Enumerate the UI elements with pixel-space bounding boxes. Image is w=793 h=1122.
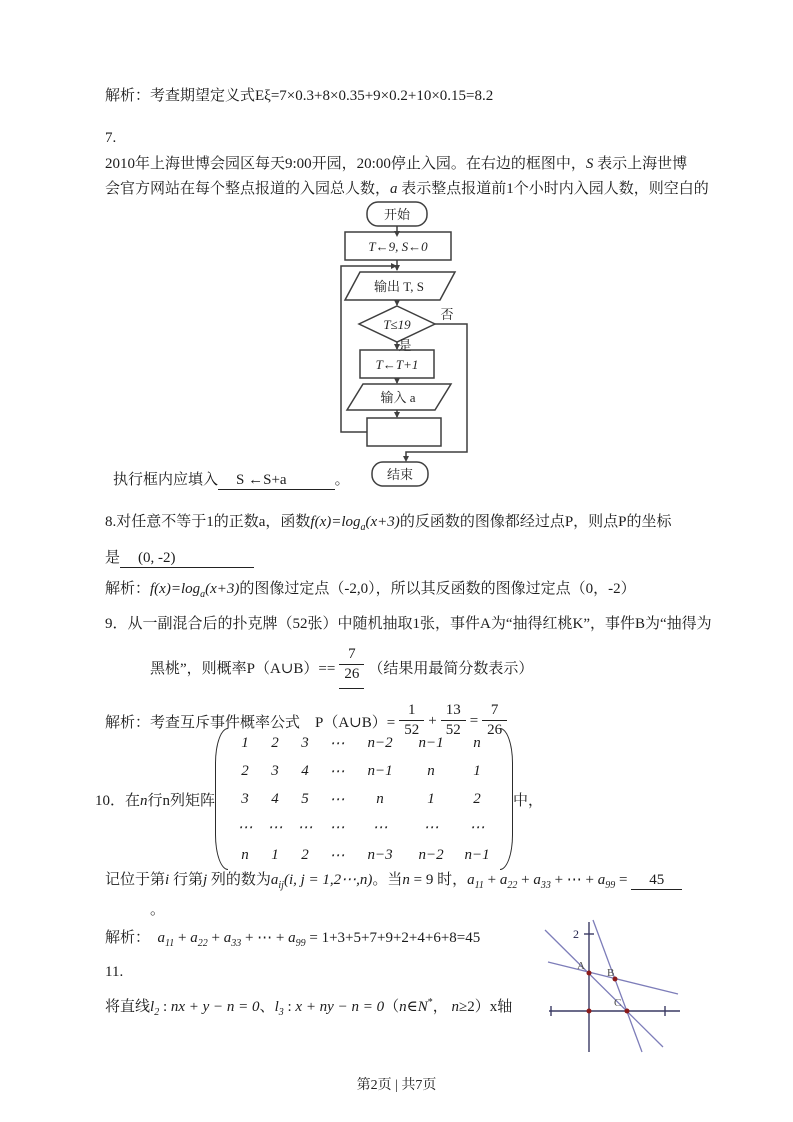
question-8-line-1: 8.对任意不等于1的正数a，函数$f(x)=\log_a(x+3)$的反函数的图像都经过点P，则点P的坐标 (105, 514, 672, 533)
flowchart-increment-label: T←T+1 (375, 357, 419, 372)
flowchart-blank-box (367, 418, 441, 446)
matrix-cell: 1 (473, 762, 481, 779)
analysis-8-text: 解析：$f(x)=\log_a(x+3)$的图像过定点（-2,0），所以其反函数的图像过定点（0，-2） (105, 581, 636, 600)
matrix-cell: ⋯ (469, 819, 485, 836)
analysis-9-text: 解析：考查互斥事件概率公式 P（A∪B）= $\frac{1}{52}$ + $\frac{13}{52}$ = $\frac{7}{26}$ (105, 696, 511, 746)
question-11-number: 11. (105, 964, 124, 980)
matrix-cell: ⋯ (423, 819, 439, 836)
matrix-cell: n−2 (367, 734, 393, 751)
line-l2 (593, 920, 642, 1052)
matrix-cell: n (376, 790, 384, 807)
flowchart-no-label: 否 (440, 307, 454, 322)
matrix-cell: 2 (301, 846, 309, 863)
flowchart-yes-label: 是 (398, 338, 412, 353)
matrix-cell: ⋯ (329, 735, 345, 752)
matrix-cell: ⋯ (372, 819, 388, 836)
flowchart-end-label: 结束 (386, 467, 414, 482)
matrix-cell: ⋯ (329, 791, 345, 808)
matrix-cell: 4 (301, 762, 309, 779)
matrix-grid (230, 729, 498, 869)
matrix-cell: 4 (271, 790, 279, 807)
matrix-cell: 2 (241, 762, 249, 779)
point-A-label: A (577, 960, 585, 972)
matrix-cell: 2 (473, 790, 481, 807)
analysis-6-text: 解析：考查期望定义式Eξ=7×0.3+8×0.35+9×0.2+10×0.15=8.2 (105, 88, 494, 104)
question-7-line-1: 2010年上海世博会园区每天9:00开园，20:00停止入园。在右边的框图中，S 表示上海世博 (105, 156, 688, 172)
matrix-cell: n−1 (367, 762, 393, 779)
point-A-dot (587, 971, 592, 976)
question-9-answer-line: 黑桃”，则概率P（A∪B）== $\frac{7}{26}$ （结果用最简分数表示） (150, 638, 533, 696)
flowchart (325, 198, 475, 494)
matrix-cell: 3 (241, 790, 249, 807)
flowchart-input-label: 输入 a (380, 390, 416, 405)
matrix-cell: n−1 (464, 846, 490, 863)
page-footer: 第2页 | 共7页 (356, 1078, 437, 1093)
question-10-pre-text: 10．在n行n列矩阵 (95, 792, 216, 809)
matrix-cell: 5 (301, 790, 309, 807)
matrix-cell: n−1 (418, 734, 444, 751)
matrix-cell: ⋯ (329, 763, 345, 780)
point-B-label: B (607, 967, 615, 979)
matrix-cell: n−2 (418, 846, 444, 863)
matrix-cell: n (473, 734, 481, 751)
line-through-A-C (545, 930, 663, 1047)
matrix-cell: 3 (271, 762, 279, 779)
question-10-period: 。 (150, 902, 166, 918)
matrix-cell: 1 (241, 734, 249, 751)
flowchart-condition-label: T≤19 (383, 317, 411, 332)
matrix-cell: ⋯ (237, 819, 253, 836)
matrix-cell: ⋯ (267, 819, 283, 836)
matrix-cell: n−3 (367, 846, 393, 863)
coordinate-graph (540, 918, 685, 1060)
matrix-cell: 1 (427, 790, 435, 807)
matrix-right-paren (500, 728, 513, 870)
analysis-10-text: 解析： $a_{11} + a_{22} + a_{33}$ + ⋯ + $a_{99} = 1+3+5+7+9+2+4+6+8=45$ (105, 930, 481, 949)
matrix-cell: ⋯ (329, 819, 345, 836)
flowchart-init-label: T←9, S←0 (368, 239, 428, 254)
question-8-answer-line: 是 (0, -2) (105, 546, 254, 571)
question-7-answer-line: 执行框内应填入 S ←S+a 。 (113, 468, 350, 493)
flowchart-start-label: 开始 (383, 207, 411, 222)
flowchart-output-label: 输出 T, S (374, 279, 424, 294)
question-7-line-2: 会官方网站在每个整点报道的入园总人数，a 表示整点报道前1个小时内入园人数，则空白的 (105, 181, 709, 197)
point-C-dot (625, 1009, 630, 1014)
question-10-post-text: 中， (513, 792, 544, 809)
matrix-left-paren (215, 728, 228, 870)
question-9-line-1: 9．从一副混合后的扑克牌（52张）中随机抽取1张，事件A为“抽得红桃K”，事件B为“抽得为 (105, 616, 712, 632)
matrix-cell: ⋯ (329, 847, 345, 864)
question-7-number: 7. (105, 130, 117, 146)
matrix-cell: ⋯ (297, 819, 313, 836)
origin-point (587, 1009, 592, 1014)
question-10-matrix-block (95, 728, 543, 870)
matrix-cell: 3 (301, 734, 309, 751)
point-C-label: C (614, 997, 622, 1009)
matrix-cell: n (241, 846, 249, 863)
matrix-cell: 1 (271, 846, 279, 863)
matrix-cell: n (427, 762, 435, 779)
question-11-line: 将直线$l_2$ : nx + y − n = 0、$l_3$ : x + ny − n = 0（n∈N*， n≥2）x轴 (105, 997, 513, 1018)
y-tick-label: 2 (573, 927, 579, 941)
matrix-cell: 2 (271, 734, 279, 751)
question-10-line: 记位于第i 行第j 列的数为$a_{ij}(i$, j = 1,2⋯,n)。当n = 9 时，$a_{11} + a_{22} + a_{33}$ + ⋯ + $a_{99}$ = 45 (105, 868, 682, 898)
